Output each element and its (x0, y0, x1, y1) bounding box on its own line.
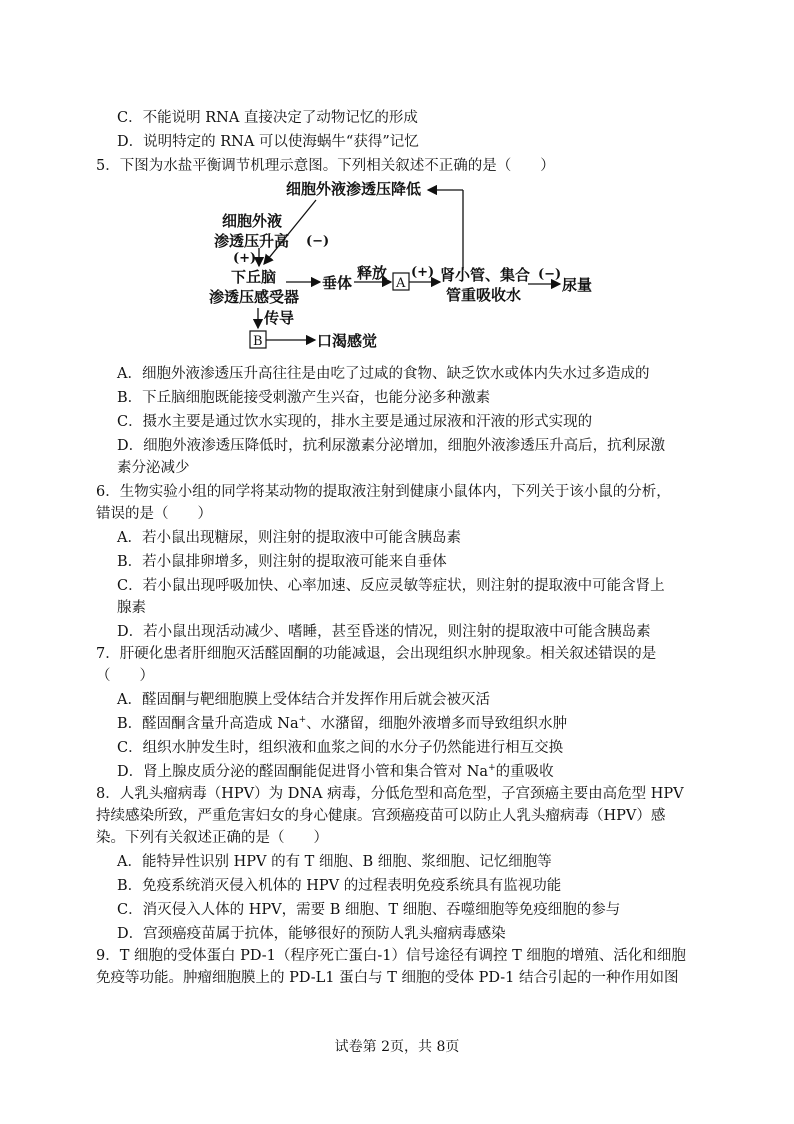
option-text: 肾上腺皮质分泌的醛固酮能促进肾小管和集合管对 Na (143, 764, 489, 780)
q8-option-b (117, 876, 561, 896)
option-letter: A． (117, 692, 142, 708)
option-text: 不能说明 RNA 直接决定了动物记忆的形成 (142, 110, 418, 126)
superscript: + (488, 763, 496, 774)
hypothalamus-label-1: 下丘脑 (231, 268, 277, 286)
q5-option-a (117, 364, 649, 384)
q7-option-c (117, 738, 563, 758)
option-letter: D． (117, 624, 144, 640)
option-text: 说明特定的 RNA 可以使海蜗牛“获得”记忆 (143, 134, 419, 150)
release-label: 释放 (357, 264, 388, 282)
q8-option-d (117, 924, 506, 944)
hypothalamus-label-2: 渗透压感受器 (209, 288, 300, 306)
q6-option-d (117, 622, 651, 642)
option-text: 醛固酮含量升高造成 Na (142, 716, 299, 732)
option-text: 摄水主要是通过饮水实现的，排水主要是通过尿液和汗液的形式实现的 (142, 414, 593, 430)
option-letter: D． (117, 764, 144, 780)
option-text: 醛固酮与靶细胞膜上受体结合并发挥作用后就会被灭活 (141, 692, 490, 708)
question-9-stem-1: 9．T 细胞的受体蛋白 PD-1（程序死亡蛋白-1）信号途径有调控 T 细胞的增殖、活化和细胞 (96, 948, 686, 964)
top-node-label: 细胞外液渗透压降低 (286, 180, 422, 198)
q7-option-a (117, 690, 490, 710)
kidney-label-1: 肾小管、集合 (440, 266, 531, 284)
q6-option-c-continued: 腺素 (117, 600, 146, 616)
question-7-stem-2: （ ） (96, 668, 154, 684)
question-5-stem: 5．下图为水盐平衡调节机理示意图。下列相关叙述不正确的是（ ） (96, 158, 555, 174)
option-text: 组织水肿发生时，组织液和血浆之间的水分子仍然能进行相互交换 (142, 740, 564, 756)
q6-option-c (117, 576, 665, 596)
box-a-label: A (396, 276, 406, 291)
superscript: + (298, 715, 307, 726)
q6-option-b (117, 552, 447, 572)
option-text: 能特异性识别 HPV 的有 T 细胞、B 细胞、浆细胞、记忆细胞等 (141, 854, 552, 870)
question-8-stem-1: 8．人乳头瘤病毒（HPV）为 DNA 病毒，分低危型和高危型，子宫颈癌主要由高危型 HPV (96, 786, 684, 802)
minus-sign-1: (−) (306, 234, 330, 249)
conduct-label: 传导 (264, 309, 295, 327)
option-text: 、水潴留，细胞外液增多而导致组织水肿 (306, 716, 568, 732)
rise-label-2: 渗透压升高 (214, 232, 290, 250)
option-letter: C． (117, 414, 143, 430)
option-d-prev (117, 132, 419, 152)
page-footer: 试卷第 2页，共 8页 (334, 1039, 460, 1055)
thirst-label: 口渴感觉 (317, 332, 378, 350)
option-letter: B． (117, 554, 143, 570)
question-8-stem-3: 染。下列有关叙述正确的是（ ） (96, 830, 328, 846)
option-text: 若小鼠出现糖尿，则注射的提取液中可能含胰岛素 (141, 530, 461, 546)
option-letter: C． (117, 110, 143, 126)
option-text: 细胞外液渗透压降低时，抗利尿激素分泌增加，细胞外液渗透压升高后，抗利尿激 (143, 438, 666, 454)
rise-label-1: 细胞外液 (222, 212, 283, 230)
option-letter: C． (117, 578, 143, 594)
option-text: 细胞外液渗透压升高往往是由吃了过咸的食物、缺乏饮水或体内失水过多造成的 (141, 366, 650, 382)
option-letter: A． (117, 530, 142, 546)
q7-option-b (117, 714, 567, 734)
option-letter: C． (117, 740, 143, 756)
pituitary-label: 垂体 (322, 274, 353, 292)
kidney-label-2: 管重吸收水 (446, 286, 522, 304)
option-letter: D． (117, 438, 144, 454)
question-7-stem-1: 7．肝硬化患者肝细胞灭活醛固酮的功能减退，会出现组织水肿现象。相关叙述错误的是 (96, 646, 657, 662)
option-text: 免疫系统消灭侵入机体的 HPV 的过程表明免疫系统具有监视功能 (142, 878, 562, 894)
option-letter: A． (117, 854, 142, 870)
option-text: 消灭侵入人体的 HPV，需要 B 细胞、T 细胞、吞噬细胞等免疫细胞的参与 (142, 902, 621, 918)
question-9-stem-2: 免疫等功能。肿瘤细胞膜上的 PD-L1 蛋白与 T 细胞的受体 PD-1 结合引起的一种作用如图 (96, 970, 679, 986)
option-letter: D． (117, 134, 144, 150)
minus-sign-2: (−) (538, 267, 562, 282)
question-6-stem-2: 错误的是（ ） (96, 506, 212, 522)
urine-label: 尿量 (562, 276, 593, 294)
option-text: 宫颈癌疫苗属于抗体，能够很好的预防人乳头瘤病毒感染 (143, 926, 506, 942)
plus-sign-2: (+) (411, 265, 435, 280)
option-text: 下丘脑细胞既能接受刺激产生兴奋，也能分泌多种激素 (142, 390, 491, 406)
q5-option-b (117, 388, 490, 408)
option-text: 的重吸收 (495, 764, 554, 780)
water-salt-diagram (0, 178, 794, 358)
option-letter: C． (117, 902, 143, 918)
plus-sign-1: (+) (233, 251, 257, 266)
option-letter: B． (117, 878, 143, 894)
question-8-stem-2: 持续感染所致，严重危害妇女的身心健康。宫颈癌疫苗可以防止人乳头瘤病毒（HPV）感 (96, 808, 666, 824)
option-c-prev (117, 108, 418, 128)
q5-option-d (117, 436, 665, 456)
option-text: 若小鼠出现呼吸加快、心率加速、反应灵敏等症状，则注射的提取液中可能含肾上 (142, 578, 665, 594)
option-letter: A． (117, 366, 142, 382)
q7-option-d (117, 762, 554, 782)
q8-option-a (117, 852, 552, 872)
q8-option-c (117, 900, 620, 920)
option-letter: B． (117, 390, 143, 406)
q5-option-d-continued: 素分泌减少 (117, 460, 190, 476)
option-letter: B． (117, 716, 143, 732)
box-b-label: B (253, 334, 263, 349)
q5-option-c (117, 412, 592, 432)
option-text: 若小鼠排卵增多，则注射的提取液可能来自垂体 (142, 554, 447, 570)
question-6-stem-1: 6．生物实验小组的同学将某动物的提取液注射到健康小鼠体内，下列关于该小鼠的分析， (96, 484, 671, 500)
q6-option-a (117, 528, 461, 548)
option-letter: D． (117, 926, 144, 942)
option-text: 若小鼠出现活动减少、嗜睡，甚至昏迷的情况，则注射的提取液中可能含胰岛素 (143, 624, 651, 640)
